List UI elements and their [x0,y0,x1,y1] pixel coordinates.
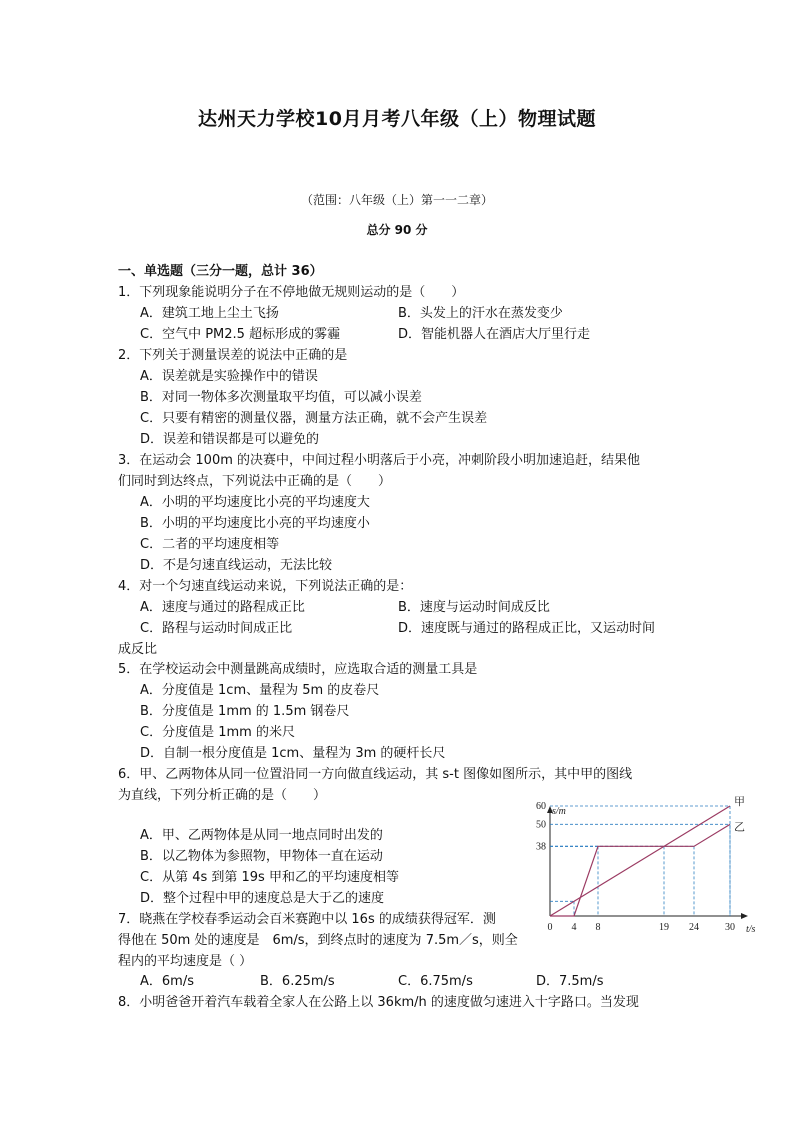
question-2-option-d: D．误差和错误都是可以避免的 [140,432,320,447]
section-heading: 一、单选题（三分一题，总计 36） [118,264,323,279]
question-4-option-c: C．路程与运动时间成正比 [140,621,293,636]
exam-title: 达州天力学校10月月考八年级（上）物理试题 [198,108,596,130]
x-tick-label: 24 [689,922,699,933]
series-line-jia [550,806,730,916]
series-label: 甲 [734,796,745,808]
question-3-option-c: C．二者的平均速度相等 [140,537,280,552]
question-6-option-a: A．甲、乙两物体是从同一地点同时出发的 [140,828,383,843]
question-5-stem: 5．在学校运动会中测量跳高成绩时，应选取合适的测量工具是 [118,662,478,677]
question-4-option-d-continued: 成反比 [118,642,158,657]
question-2-option-c: C．只要有精密的测量仪器，测量方法正确，就不会产生误差 [140,411,488,426]
question-4-option-b: B．速度与运动时间成反比 [398,600,550,615]
question-1-option-c: C．空气中 PM2.5 超标形成的雾霾 [140,327,341,342]
question-6-stem-line-1: 6．甲、乙两物体从同一位置沿同一方向做直线运动，其 s-t 图像如图所示，其中甲的图线 [118,767,633,782]
x-axis-arrow [741,913,748,919]
question-7-option-b: B．6.25m/s [260,974,335,989]
question-3-stem-line-1: 3．在运动会 100m 的决赛中，中间过程小明落后于小亮，冲刺阶段小明加速追赶，结果他 [118,453,641,468]
x-tick-label: 30 [725,922,735,933]
st-graph-svg [536,796,764,936]
x-tick-label: 0 [547,922,553,933]
question-5-option-b: B．分度值是 1mm 的 1.5m 钢卷尺 [140,704,350,719]
question-5-option-d: D．自制一根分度值是 1cm、量程为 3m 的硬杆长尺 [140,746,446,761]
series-line-yi [550,824,730,916]
question-8-stem-line-1: 8．小明爸爸开着汽车载着全家人在公路上以 36km/h 的速度做匀速进入十字路口。当发现 [118,995,639,1010]
question-1-option-a: A．建筑工地上尘土飞扬 [140,306,279,321]
question-1-stem: 1．下列现象能说明分子在不停地做无规则运动的是（ ） [118,285,465,300]
question-7-option-c: C．6.75m/s [398,974,473,989]
question-7-stem-line-3: 程内的平均速度是（ ） [118,954,253,969]
question-3-option-d: D．不是匀速直线运动，无法比较 [140,558,333,573]
y-tick-label: 38 [536,841,546,853]
x-tick-label: 19 [659,922,669,933]
question-6-option-b: B．以乙物体为参照物，甲物体一直在运动 [140,849,383,864]
question-7-stem-line-1: 7．晓燕在学校春季运动会百米赛跑中以 16s 的成绩获得冠军．测 [118,912,496,927]
y-tick-label: 50 [536,819,546,831]
question-6-option-c: C．从第 4s 到第 19s 甲和乙的平均速度相等 [140,870,399,885]
question-2-option-b: B．对同一物体多次测量取平均值，可以减小误差 [140,390,422,405]
x-tick-label: 4 [571,922,577,933]
x-axis-label: t/s [746,924,756,935]
question-4-option-d: D．速度既与通过的路程成正比，又运动时间 [398,621,656,636]
question-2-option-a: A．误差就是实验操作中的错误 [140,369,318,384]
question-5-option-c: C．分度值是 1mm 的米尺 [140,725,295,740]
question-6-option-d: D．整个过程中甲的速度总是大于乙的速度 [140,891,385,906]
question-1-option-b: B．头发上的汗水在蒸发变少 [398,306,563,321]
question-1-option-d: D．智能机器人在酒店大厅里行走 [398,327,591,342]
question-7-option-a: A．6m/s [140,974,194,989]
series-label: 乙 [734,821,745,834]
x-tick-label: 8 [595,922,601,933]
exam-scope: （范围：八年级（上）第一一二章） [300,193,493,207]
question-6-stem-line-2: 为直线，下列分析正确的是（ ） [118,788,327,803]
question-3-stem-line-2: 们同时到达终点，下列说法中正确的是（ ） [118,474,392,489]
question-4-stem: 4．对一个匀速直线运动来说，下列说法正确的是： [118,579,413,594]
question-7-option-d: D．7.5m/s [536,974,604,989]
st-graph [536,796,764,936]
exam-total-score: 总分 90 分 [366,223,428,237]
question-4-option-a: A．速度与通过的路程成正比 [140,600,305,615]
question-2-stem: 2．下列关于测量误差的说法中正确的是 [118,348,348,363]
question-7-stem-line-2: 得他在 50m 处的速度是 6m/s，到终点时的速度为 7.5m／s，则全 [118,933,518,948]
question-3-option-b: B．小明的平均速度比小亮的平均速度小 [140,516,370,531]
question-3-option-a: A．小明的平均速度比小亮的平均速度大 [140,495,370,510]
question-5-option-a: A．分度值是 1cm、量程为 5m 的皮卷尺 [140,683,380,698]
y-axis-label: s/m [552,806,566,817]
y-tick-label: 60 [536,801,546,812]
